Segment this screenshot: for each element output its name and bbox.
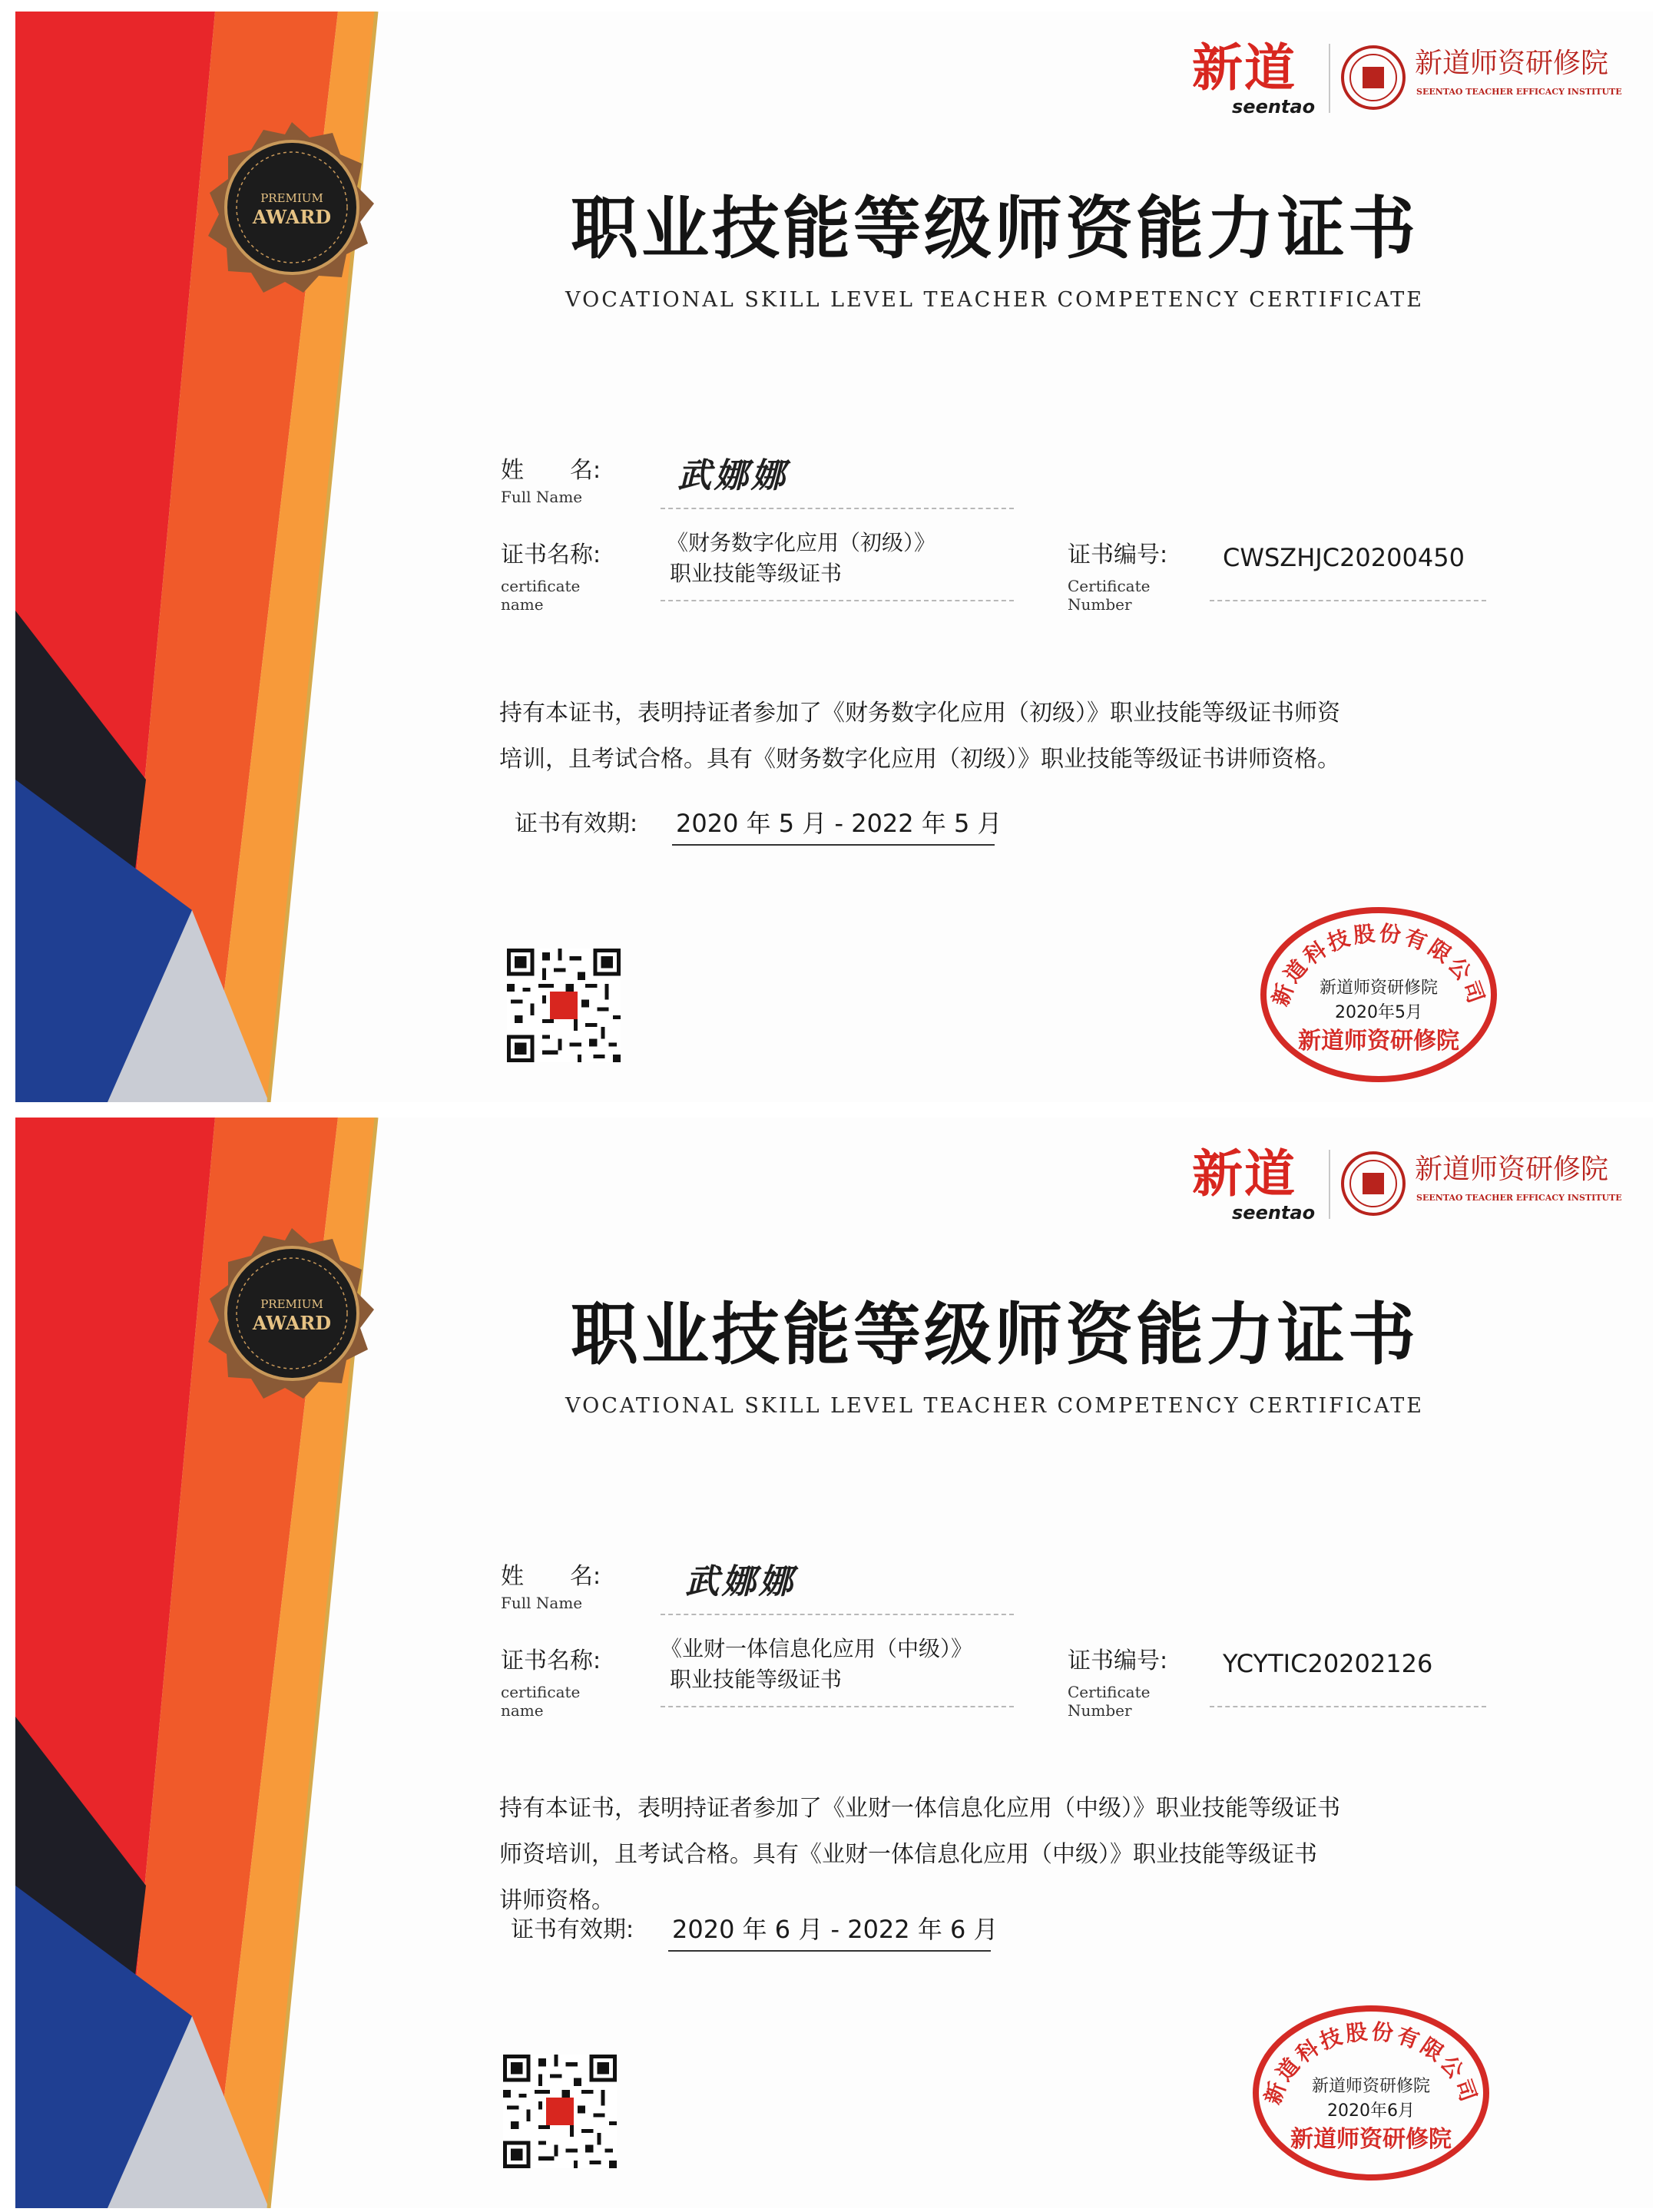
badge-line2: AWARD	[252, 1312, 332, 1334]
stamp-top: 新道科技股份有限公司	[1267, 920, 1490, 1010]
official-seal-stamp	[1252, 902, 1505, 1087]
validity-value: 2020 年 6 月 - 2022 年 6 月	[672, 1915, 998, 1944]
cert-no-value: YCYTIC20202126	[1223, 1649, 1433, 1678]
cert-no-label-en: Certificate Number	[1068, 577, 1151, 614]
validity-underline	[668, 1950, 991, 1952]
institute-name-en: SEENTAO TEACHER EFFICACY INSTITUTE	[1416, 87, 1622, 97]
cert-name-label-en: certificate name	[501, 577, 581, 614]
validity-label: 证书有效期:	[515, 810, 638, 837]
name-label: 姓 名:	[501, 1563, 601, 1590]
stamp-mid: 新道师资研修院	[1319, 979, 1439, 998]
certificate-title: 职业技能等级师资能力证书	[570, 1294, 1419, 1374]
brand-sub: seentao	[1232, 96, 1316, 118]
brand-logo: 新道	[1192, 38, 1296, 98]
name-underline	[661, 508, 1014, 509]
certificate-subtitle: VOCATIONAL SKILL LEVEL TEACHER COMPETENCY CERTIFICATE	[565, 288, 1424, 312]
stamp-mid: 新道师资研修院	[1311, 2077, 1431, 2096]
certificate-1	[15, 12, 1653, 1102]
official-seal-stamp	[1244, 2001, 1498, 2185]
qr-code-icon	[503, 2055, 617, 2168]
cert-name-label: 证书名称:	[501, 1647, 601, 1674]
name-label-en: Full Name	[501, 488, 583, 506]
brand-header	[1192, 1145, 1622, 1230]
institute-name: 新道师资研修院	[1415, 1154, 1609, 1185]
cert-name-underline	[661, 600, 1014, 601]
brand-logo: 新道	[1192, 1144, 1296, 1204]
body-line-3: 讲师资格。	[499, 1887, 614, 1914]
stamp-bottom: 新道师资研修院	[1298, 1028, 1459, 1055]
name-underline	[661, 1614, 1014, 1615]
certificate-body	[499, 1786, 1498, 1924]
body-line-1: 持有本证书，表明持证者参加了《财务数字化应用（初级）》职业技能等级证书师资	[499, 700, 1340, 727]
cert-name-label-en: certificate name	[501, 1683, 581, 1720]
brand-divider	[1329, 44, 1330, 113]
validity-value: 2020 年 5 月 - 2022 年 5 月	[676, 809, 1002, 838]
brand-header	[1192, 39, 1622, 124]
validity-label: 证书有效期:	[511, 1916, 634, 1943]
cert-name-label: 证书名称:	[501, 541, 601, 568]
cert-no-underline	[1210, 1706, 1486, 1707]
cert-name-line2: 职业技能等级证书	[670, 561, 843, 586]
name-label: 姓 名:	[501, 457, 601, 484]
cert-no-value: CWSZHJC20200450	[1223, 543, 1465, 572]
badge-line1: PREMIUM	[260, 1297, 323, 1311]
institute-name-en: SEENTAO TEACHER EFFICACY INSTITUTE	[1416, 1193, 1622, 1203]
body-line-1: 持有本证书，表明持证者参加了《业财一体信息化应用（中级）》职业技能等级证书	[499, 1795, 1340, 1822]
cert-no-underline	[1210, 600, 1486, 601]
certificate-subtitle: VOCATIONAL SKILL LEVEL TEACHER COMPETENCY CERTIFICATE	[565, 1394, 1424, 1418]
cert-name-line1: 《财务数字化应用（初级）》	[667, 530, 936, 555]
institute-name: 新道师资研修院	[1415, 48, 1609, 79]
stamp-date: 2020年5月	[1335, 1003, 1422, 1022]
premium-award-badge-icon	[204, 1225, 380, 1402]
validity-underline	[672, 844, 995, 846]
certificate-2	[15, 1118, 1653, 2208]
cert-name-underline	[661, 1706, 1014, 1707]
stamp-date: 2020年6月	[1327, 2101, 1415, 2121]
badge-line1: PREMIUM	[260, 191, 323, 205]
certificate-body	[499, 690, 1498, 783]
brand-sub: seentao	[1232, 1202, 1316, 1224]
certificate-title: 职业技能等级师资能力证书	[570, 188, 1419, 268]
brand-divider	[1329, 1150, 1330, 1219]
stamp-bottom: 新道师资研修院	[1290, 2126, 1452, 2153]
cert-no-label-en: Certificate Number	[1068, 1683, 1151, 1720]
stamp-top: 新道科技股份有限公司	[1260, 2018, 1482, 2108]
body-line-2: 培训，且考试合格。具有《财务数字化应用（初级）》职业技能等级证书讲师资格。	[499, 746, 1340, 773]
institute-seal-icon	[1339, 44, 1407, 111]
holder-name: 武娜娜	[677, 456, 788, 495]
institute-seal-icon	[1339, 1150, 1407, 1217]
cert-name-line2: 职业技能等级证书	[670, 1667, 843, 1692]
holder-name: 武娜娜	[685, 1562, 796, 1601]
name-label-en: Full Name	[501, 1594, 583, 1612]
premium-award-badge-icon	[204, 119, 380, 296]
cert-no-label: 证书编号:	[1068, 541, 1168, 568]
qr-code-icon	[507, 949, 621, 1062]
cert-name-line1: 《业财一体信息化应用（中级）》	[661, 1636, 973, 1661]
badge-line2: AWARD	[252, 206, 332, 228]
body-line-2: 师资培训，且考试合格。具有《业财一体信息化应用（中级）》职业技能等级证书	[499, 1841, 1317, 1868]
cert-no-label: 证书编号:	[1068, 1647, 1168, 1674]
